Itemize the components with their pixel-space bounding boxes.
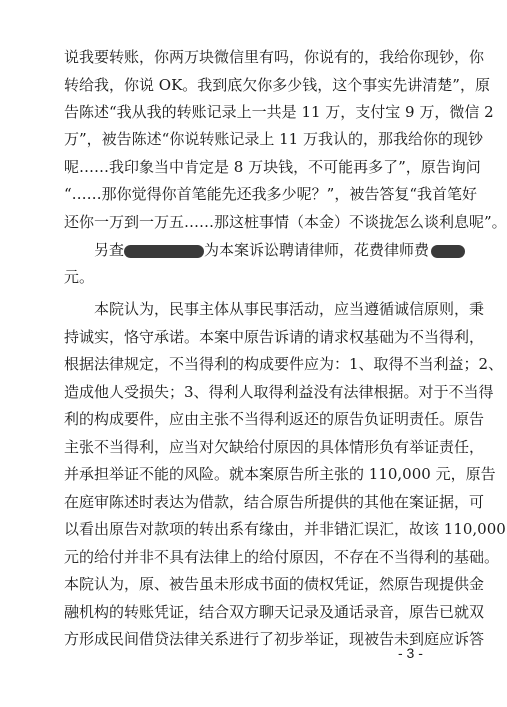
body-text-line: 融机构的转账凭证，结合双方聊天记录及通话录音，原告已就双 <box>64 603 485 621</box>
redaction-mark <box>124 245 204 258</box>
body-text-line: 呢……我印象当中肯定是 8 万块钱，不可能再多了”，原告询问 <box>64 158 481 176</box>
body-text-line: 在庭审陈述时表达为借款，结合原告所提供的其他在案证据，可 <box>64 493 485 511</box>
body-text-line: 主张不当得利，应当对欠缺给付原因的具体情形负有举证责任， <box>64 438 485 456</box>
page-number: - 3 - <box>398 645 423 661</box>
body-text-line: 并承担举证不能的风险。就本案原告所主张的 110,000 元，原告 <box>64 465 496 483</box>
body-text-line: 元。 <box>64 268 95 286</box>
body-text-line: 以看出原告对款项的转出系有缘由，并非错汇误汇，故该 110,000 <box>64 520 506 538</box>
body-text-line: 还你一万到一万五……那这桩事情（本金）不谈拢怎么谈利息呢”。 <box>64 213 507 231</box>
body-text-line: “……那你觉得你首笔能先还我多少呢？”，被告答复“我首笔好 <box>64 185 478 203</box>
body-text-line: 方形成民间借贷法律关系进行了初步举证，现被告未到庭应诉答 <box>64 630 485 648</box>
body-text-line: 元的给付并非不具有法律上的给付原因，不存在不当得利的基础。 <box>64 548 500 566</box>
body-text-line: 万”，被告陈述“你说转账记录上 11 万我认的，那我给你的现钞 <box>64 130 483 148</box>
body-text-line: 转给我，你说 OK。我到底欠你多少钱，这个事实先讲清楚”，原 <box>64 76 490 94</box>
body-text-line: 根据法律规定，不当得利的构成要件应为：1、取得不当利益；2、 <box>64 355 504 373</box>
paragraph-middle: 为本案诉讼聘请律师，花费律师费 <box>204 241 430 259</box>
body-text-line: 本院认为，原、被告虽未形成书面的债权凭证，然原告现提供金 <box>64 575 485 593</box>
body-text-line: 持诚实，恪守承诺。本案中原告诉请的请求权基础为不当得利， <box>64 328 485 346</box>
body-text-line: 造成他人受损失；3、得利人取得利益没有法律根据。对于不当得 <box>64 383 494 401</box>
paragraph-prefix: 另查 <box>94 241 125 259</box>
body-text-line: 利的构成要件，应由主张不当得利返还的原告负证明责任。原告 <box>64 410 485 428</box>
redacted-paragraph-line <box>94 239 436 261</box>
body-text-line: 本院认为，民事主体从事民事活动，应当遵循诚信原则，秉 <box>94 300 485 318</box>
redaction-mark <box>431 245 465 258</box>
body-text-line: 告陈述“我从我的转账记录上一共是 11 万，支付宝 9 万，微信 2 <box>64 103 494 121</box>
body-text-line: 说我要转账，你两万块微信里有吗，你说有的，我给你现钞，你 <box>64 48 485 66</box>
